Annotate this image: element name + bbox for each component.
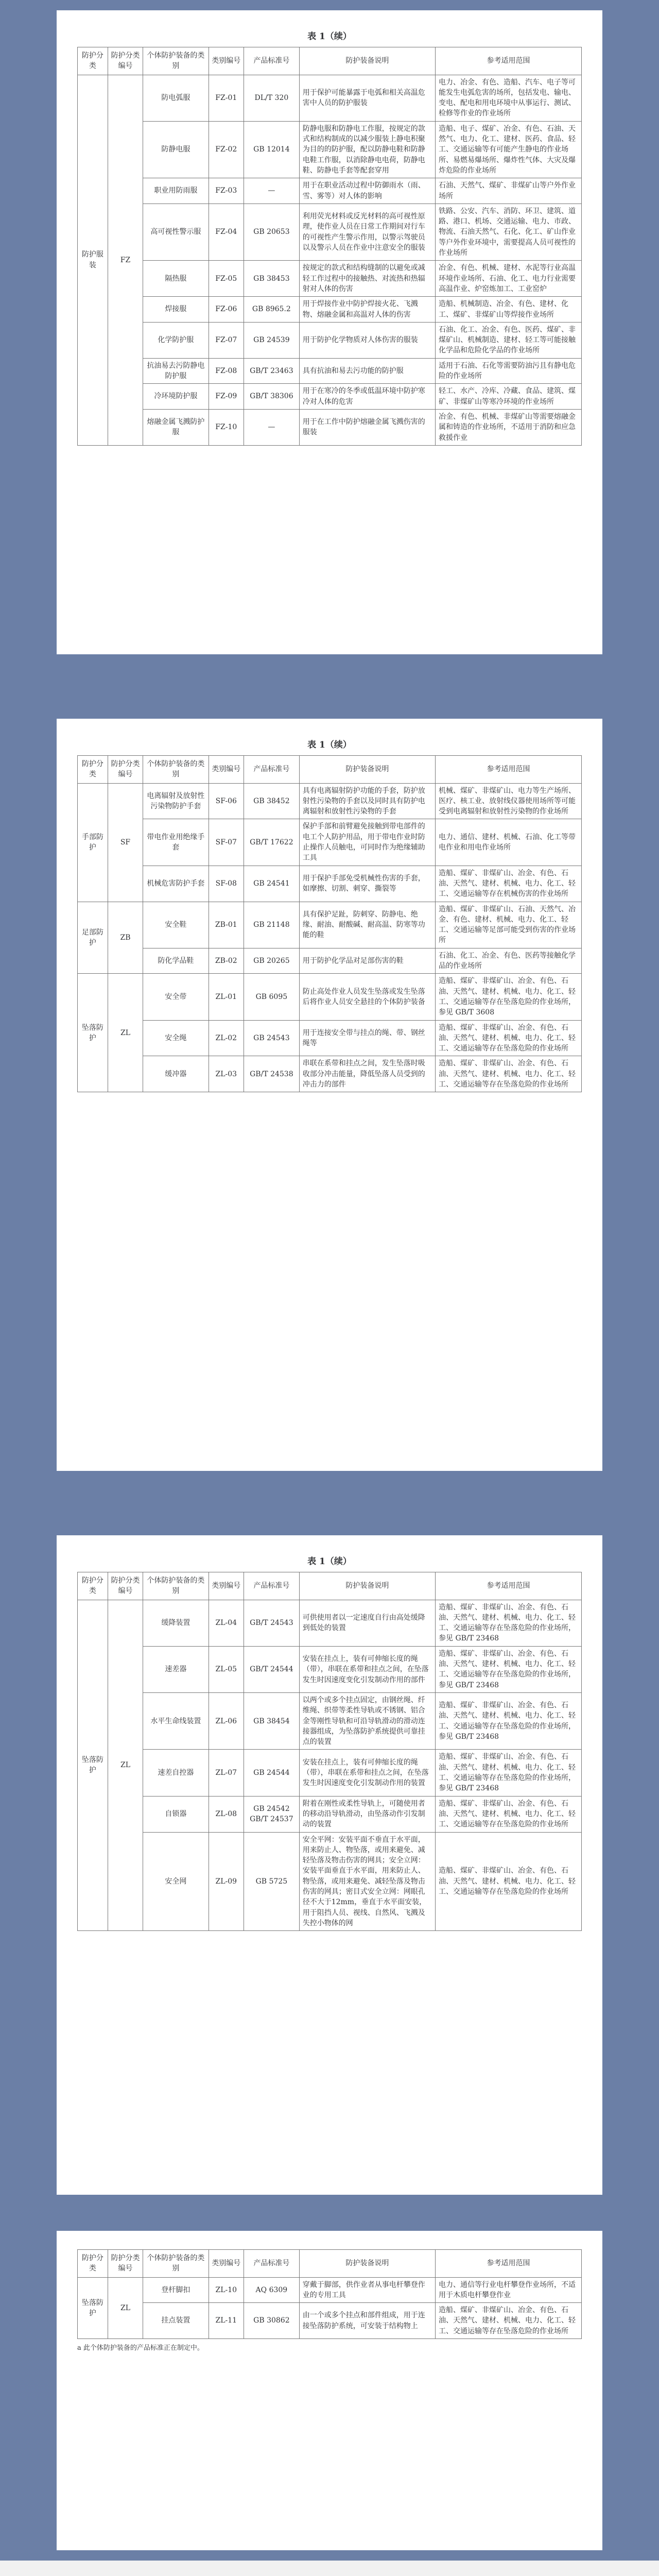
type-code-cell: FZ-08 — [209, 358, 244, 384]
table-row — [78, 178, 582, 204]
standard-cell: — — [244, 409, 300, 445]
description-cell: 安装在挂点上，装有可伸缩长度的绳（带），串联在系带和挂点之间，在坠落发生时因速度变化引发制动作用的部件 — [299, 1646, 435, 1692]
table-header-row — [78, 47, 582, 75]
description-cell: 安全平网：安装平面不垂直于水平面，用来防止人、物坠落，或用来避免、减轻坠落及物击伤害的网具；安全立网：安装平面垂直于水平面，用来防止人、物坠落，或用来避免、减轻坠落及物击伤害的网具；密目式安全立网：网眼孔径不大于12mm，垂直于水平面安装，用于阻挡人员、视线、自然风、飞溅及失控小物体的网 — [299, 1832, 435, 1931]
description-cell: 穿戴于脚部，供作业者从事电杆攀登作业的专用工具 — [299, 2277, 435, 2303]
type-code-cell: ZL-08 — [209, 1796, 244, 1832]
type-code-cell: ZL-03 — [209, 1056, 244, 1092]
column-header: 参考适用范围 — [436, 1572, 582, 1600]
equipment-type-cell: 带电作业用绝缘手套 — [143, 819, 209, 866]
table-row — [78, 384, 582, 410]
type-code-cell: SF-08 — [209, 866, 244, 902]
scope-cell: 造船、煤矿、非煤矿山、石油、天然气、冶金、有色、建材、机械、电力、化工、轻工、交通运输等足部可能受到伤害的作业场所 — [436, 902, 582, 948]
table-row — [78, 1750, 582, 1796]
table-row — [78, 1832, 582, 1931]
column-header: 防护装备说明 — [299, 2250, 435, 2278]
promo-banner — [0, 2561, 659, 2576]
scope-cell: 电力、通信等行业电杆攀登作业场所，不适用于木质电杆攀登作业 — [436, 2277, 582, 2303]
equipment-type-cell: 化学防护服 — [143, 322, 209, 358]
standard-cell: GB/T 24538 — [244, 1056, 300, 1092]
type-code-cell: ZL-02 — [209, 1020, 244, 1056]
table-row — [78, 948, 582, 974]
type-code-cell: ZL-07 — [209, 1750, 244, 1796]
category-code-cell: SF — [108, 783, 143, 902]
description-cell: 用于防护化学品对足部伤害的鞋 — [299, 948, 435, 974]
scope-cell: 造船、煤矿、非煤矿山、冶金、有色、石油、天然气、建材、机械、电力、化工、轻工、交通运输等存在坠落危险的作业场所 — [436, 2303, 582, 2339]
type-code-cell: FZ-02 — [209, 121, 244, 178]
table-row — [78, 1020, 582, 1056]
standard-cell: GB/T 24543 — [244, 1600, 300, 1646]
column-header: 防护分类编号 — [108, 1572, 143, 1600]
type-code-cell: FZ-07 — [209, 322, 244, 358]
description-cell: 用于保护手部免受机械性伤害的手套，如摩擦、切割、刺穿、撕裂等 — [299, 866, 435, 902]
category-cell: 坠落防护 — [78, 2277, 108, 2338]
equipment-type-cell: 安全带 — [143, 974, 209, 1020]
column-header: 参考适用范围 — [436, 756, 582, 784]
table-row — [78, 1056, 582, 1092]
category-cell: 坠落防护 — [78, 974, 108, 1092]
table-header-row — [78, 1572, 582, 1600]
description-cell: 用于防护化学物质对人体伤害的服装 — [299, 322, 435, 358]
equipment-type-cell: 缓降装置 — [143, 1600, 209, 1646]
table-row — [78, 1796, 582, 1832]
equipment-type-cell: 冷环境防护服 — [143, 384, 209, 410]
column-header: 个体防护装备的类别 — [143, 1572, 209, 1600]
table-row — [78, 783, 582, 819]
column-header: 防护分类 — [78, 1572, 108, 1600]
standard-cell: GB 38453 — [244, 261, 300, 297]
table-row — [78, 75, 582, 121]
standard-cell: GB/T 38306 — [244, 384, 300, 410]
description-cell: 安装在挂点上，装有可伸缩长度的绳（带），串联在系带和挂点之间，在坠落发生时因速度变化引发制动作用的装置 — [299, 1750, 435, 1796]
table-sheet-2 — [57, 719, 602, 1471]
description-cell: 按规定的款式和结构缝制的以避免或减轻工作过程中的接触热、对流热和热辐射对人体的伤害 — [299, 261, 435, 297]
equipment-type-cell: 登杆脚扣 — [143, 2277, 209, 2303]
description-cell: 由一个或多个挂点和部件组成，用于连接坠落防护系统，可安装于结构物上 — [299, 2303, 435, 2339]
type-code-cell: FZ-06 — [209, 297, 244, 323]
table-header-row — [78, 2250, 582, 2278]
scope-cell: 造船、电子、煤矿、冶金、有色、石油、天然气、电力、化工、建材、医药、食品、轻工、交通运输等有可能产生静电的作业场所、易燃易爆场所、爆炸性气体、大灾及爆炸危险的作业场所 — [436, 121, 582, 178]
column-header: 防护装备说明 — [299, 756, 435, 784]
type-code-cell: ZB-01 — [209, 902, 244, 948]
standard-cell: AQ 6309 — [244, 2277, 300, 2303]
column-header: 防护分类 — [78, 2250, 108, 2278]
description-cell: 保护手部和前臂避免接触到带电部件的电工个人防护用品，用于带电作业时防止操作人员触电，可同时作为绝缘辅助工具 — [299, 819, 435, 866]
equipment-type-cell: 安全鞋 — [143, 902, 209, 948]
description-cell: 附着在刚性或柔性导轨上，可随使用者的移动沿导轨滑动，由坠落动作引发制动的装置 — [299, 1796, 435, 1832]
equipment-type-cell: 安全网 — [143, 1832, 209, 1931]
table-title: 表 1（续） — [307, 31, 352, 42]
table-row — [78, 409, 582, 445]
column-header: 防护分类 — [78, 756, 108, 784]
type-code-cell: ZL-09 — [209, 1832, 244, 1931]
category-cell: 防护服装 — [78, 75, 108, 445]
scope-cell: 石油、化工、冶金、有色、医药等接触化学品的作业场所 — [436, 948, 582, 974]
category-cell: 手部防护 — [78, 783, 108, 902]
category-code-cell: ZL — [108, 1600, 143, 1931]
column-header: 防护装备说明 — [299, 1572, 435, 1600]
scope-cell: 机械、煤矿、非煤矿山、电力等生产场所、医疗、核工业、放射线仪器使用场所等可能受到电离辐射和放射性污染物的作业场所 — [436, 783, 582, 819]
standard-cell: GB/T 17622 — [244, 819, 300, 866]
equipment-type-cell: 防电弧服 — [143, 75, 209, 121]
standard-cell: GB 8965.2 — [244, 297, 300, 323]
description-cell: 以两个或多个挂点固定，由钢丝绳、纤维绳、织带等柔性导轨或不锈钢、铝合金等刚性导轨和可沿导轨滑动的滑动连接器组成，为坠落防护系统提供可靠挂点的装置 — [299, 1692, 435, 1749]
column-header: 参考适用范围 — [436, 47, 582, 75]
description-cell: 防止高处作业人员发生坠落或发生坠落后将作业人员安全悬挂的个体防护装备 — [299, 974, 435, 1020]
scope-cell: 冶金、有色、机械、非煤矿山等需要熔融金属和铸造的作业场所，不适用于消防和应急救援作业 — [436, 409, 582, 445]
column-header: 个体防护装备的类别 — [143, 47, 209, 75]
scope-cell: 铁路、公安、汽车、消防、环卫、建筑、道路、港口、机场、交通运输、电力、市政、物流、石油天然气、石化、化工、矿山作业等户外作业环境中，需要提高人员可视性的作业场所 — [436, 204, 582, 260]
standard-cell: GB 24544 — [244, 1750, 300, 1796]
equipment-type-cell: 熔融金属飞溅防护服 — [143, 409, 209, 445]
type-code-cell: FZ-05 — [209, 261, 244, 297]
column-header: 产品标准号 — [244, 756, 300, 784]
standard-cell: GB 24542 GB/T 24537 — [244, 1796, 300, 1832]
table-title: 表 1（续） — [307, 1556, 352, 1567]
scope-cell: 造船、煤矿、非煤矿山、冶金、有色、石油、天然气、建材、机械、电力、化工、轻工、交通运输等存在坠落危险的作业场所 — [436, 1832, 582, 1931]
standard-cell: GB 38452 — [244, 783, 300, 819]
description-cell: 具有抗油和易去污功能的防护服 — [299, 358, 435, 384]
type-code-cell: FZ-09 — [209, 384, 244, 410]
scope-cell: 适用于石油、石化等需要防油污且有静电危险的作业场所 — [436, 358, 582, 384]
description-cell: 利用荧光材料或反光材料的高可视性原理，使作业人员在日常工作期间对行车的可视性产生警示作用，以警示驾驶员以及警示人员在作业中注意安全的服装 — [299, 204, 435, 260]
ppe-table — [77, 755, 582, 1092]
type-code-cell: ZL-11 — [209, 2303, 244, 2339]
column-header: 类别编号 — [209, 47, 244, 75]
scope-cell: 造船、机械制造、冶金、有色、建材、化工、煤矿、非煤矿山等焊接作业场所 — [436, 297, 582, 323]
scope-cell: 造船、煤矿、非煤矿山、冶金、有色、石油、天然气、建材、机械、电力、化工、轻工、交通运输等存在坠落危险的作业场所，参见 GB/T 23468 — [436, 1692, 582, 1749]
equipment-type-cell: 隔热服 — [143, 261, 209, 297]
scope-cell: 电力、冶金、有色、造船、汽车、电子等可能发生电弧危害的场所，包括发电、输电、变电、配电和用电环境中从事运行、测试、检修等作业的作业场所 — [436, 75, 582, 121]
table-row — [78, 974, 582, 1020]
description-cell: 防静电服和防静电工作服，按规定的款式和结构制成的以减少服装上静电积聚为目的的防护服，配以防静电鞋和防静电鞋工作服，以消除静电电荷，防静电鞋、防静电手套等配套穿用 — [299, 121, 435, 178]
table-row — [78, 2303, 582, 2339]
standard-cell: GB 20653 — [244, 204, 300, 260]
column-header: 产品标准号 — [244, 1572, 300, 1600]
scope-cell: 造船、煤矿、非煤矿山、冶金、有色、石油、天然气、建材、机械、电力、化工、轻工、交通运输等存在坠落危险的作业场所，参见 GB/T 23468 — [436, 1750, 582, 1796]
equipment-type-cell: 电离辐射及放射性污染物防护手套 — [143, 783, 209, 819]
type-code-cell: FZ-01 — [209, 75, 244, 121]
type-code-cell: ZL-10 — [209, 2277, 244, 2303]
description-cell: 具有保护足趾，防刺穿、防静电、绝缘、耐油、耐酸碱、耐高温、防寒等功能的鞋 — [299, 902, 435, 948]
scope-cell: 造船、煤矿、非煤矿山、冶金、有色、石油、天然气、建材、机械、电力、化工、轻工、交通运输等存在坠落危险的作业场所 — [436, 1056, 582, 1092]
scope-cell: 石油、天然气、煤矿、非煤矿山等户外作业场所 — [436, 178, 582, 204]
category-code-cell: ZB — [108, 902, 143, 974]
scope-cell: 造船、煤矿、非煤矿山、冶金、有色、石油、天然气、建材、机械、电力、化工、轻工、交通运输等存在坠落危险的作业场所，参见 GB/T 23468 — [436, 1646, 582, 1692]
equipment-type-cell: 防化学品鞋 — [143, 948, 209, 974]
type-code-cell: FZ-03 — [209, 178, 244, 204]
type-code-cell: ZL-05 — [209, 1646, 244, 1692]
table-row — [78, 297, 582, 323]
column-header: 参考适用范围 — [436, 2250, 582, 2278]
equipment-type-cell: 高可视性警示服 — [143, 204, 209, 260]
column-header: 个体防护装备的类别 — [143, 756, 209, 784]
table-row — [78, 204, 582, 260]
table-sheet-1 — [57, 10, 602, 654]
table-header-row — [78, 756, 582, 784]
type-code-cell: SF-07 — [209, 819, 244, 866]
equipment-type-cell: 速差自控器 — [143, 1750, 209, 1796]
standard-cell: GB 30862 — [244, 2303, 300, 2339]
column-header: 防护分类编号 — [108, 2250, 143, 2278]
standard-cell: GB/T 23463 — [244, 358, 300, 384]
table-row — [78, 121, 582, 178]
scope-cell: 造船、煤矿、非煤矿山、冶金、有色、石油、天然气、建材、机械、电力、化工、轻工、交通运输等存在坠落危险的作业场所 — [436, 1020, 582, 1056]
type-code-cell: FZ-10 — [209, 409, 244, 445]
standard-cell: — — [244, 178, 300, 204]
scope-cell: 石油、化工、冶金、有色、医药、煤矿、非煤矿山、机械制造、建材、轻工等可能接触化学品和危险化学品的作业场所 — [436, 322, 582, 358]
standard-cell: GB 6095 — [244, 974, 300, 1020]
scope-cell: 造船、煤矿、非煤矿山、冶金、有色、石油、天然气、建材、机械、电力、化工、轻工、交通运输等存在坠落危险的作业场所，参见 GB/T 23468 — [436, 1600, 582, 1646]
column-header: 防护分类编号 — [108, 756, 143, 784]
scope-cell: 造船、煤矿、非煤矿山、冶金、有色、石油、天然气、建材、机械、电力、化工、轻工、交通运输等存在坠落危险的作业场所，参见 GB/T 3608 — [436, 974, 582, 1020]
table-row — [78, 261, 582, 297]
table-row — [78, 902, 582, 948]
description-cell: 用于在职业活动过程中防御雨水（雨、雪、雾等）对人体的影响 — [299, 178, 435, 204]
column-header: 类别编号 — [209, 756, 244, 784]
standard-cell: GB 38454 — [244, 1692, 300, 1749]
column-header: 防护分类编号 — [108, 47, 143, 75]
category-code-cell: ZL — [108, 974, 143, 1092]
table-row — [78, 2277, 582, 2303]
table-note: a 此个体防护装备的产品标准正在制定中。 — [77, 2344, 204, 2352]
standard-cell: GB 24541 — [244, 866, 300, 902]
description-cell: 具有电离辐射防护功能的手套，防护放射性污染物的手套以及同时具有防护电离辐射和放射性污染物的手套 — [299, 783, 435, 819]
equipment-type-cell: 水平生命线装置 — [143, 1692, 209, 1749]
ppe-table — [77, 1572, 582, 1931]
table-title: 表 1（续） — [307, 740, 352, 750]
type-code-cell: ZL-04 — [209, 1600, 244, 1646]
description-cell: 可供使用者以一定速度自行由高处缓降到低处的装置 — [299, 1600, 435, 1646]
category-code-cell: ZL — [108, 2277, 143, 2338]
column-header: 防护装备说明 — [299, 47, 435, 75]
equipment-type-cell: 自锁器 — [143, 1796, 209, 1832]
standard-cell: DL/T 320 — [244, 75, 300, 121]
table-row — [78, 819, 582, 866]
column-header: 产品标准号 — [244, 2250, 300, 2278]
description-cell: 用于连接安全带与挂点的绳、带、钢丝绳等 — [299, 1020, 435, 1056]
equipment-type-cell: 缓冲器 — [143, 1056, 209, 1092]
column-header: 防护分类 — [78, 47, 108, 75]
category-code-cell: FZ — [108, 75, 143, 445]
description-cell: 用于在寒冷的冬季或低温环境中防护寒冷对人体的危害 — [299, 384, 435, 410]
table-row — [78, 358, 582, 384]
column-header: 类别编号 — [209, 2250, 244, 2278]
equipment-type-cell: 职业用防雨服 — [143, 178, 209, 204]
ppe-table — [77, 2249, 582, 2339]
type-code-cell: SF-06 — [209, 783, 244, 819]
column-header: 类别编号 — [209, 1572, 244, 1600]
type-code-cell: FZ-04 — [209, 204, 244, 260]
table-sheet-4 — [57, 2231, 602, 2550]
standard-cell: GB 20265 — [244, 948, 300, 974]
scope-cell: 造船、煤矿、非煤矿山、冶金、有色、石油、天然气、建材、机械、电力、化工、轻工、交通运输等存在坠落危险的作业场所 — [436, 1796, 582, 1832]
column-header: 个体防护装备的类别 — [143, 2250, 209, 2278]
column-header: 产品标准号 — [244, 47, 300, 75]
equipment-type-cell: 抗油易去污防静电防护服 — [143, 358, 209, 384]
scope-cell: 电力、通信、建材、机械、石油、化工等带电作业和用电作业场所 — [436, 819, 582, 866]
equipment-type-cell: 机械危害防护手套 — [143, 866, 209, 902]
equipment-type-cell: 焊接服 — [143, 297, 209, 323]
table-row — [78, 866, 582, 902]
standard-cell: GB 24539 — [244, 322, 300, 358]
scope-cell: 造船、煤矿、非煤矿山、冶金、有色、石油、天然气、建材、机械、电力、化工、轻工、交通运输等存在机械伤害的作业场所 — [436, 866, 582, 902]
standard-cell: GB 12014 — [244, 121, 300, 178]
equipment-type-cell: 防静电服 — [143, 121, 209, 178]
scope-cell: 冶金、有色、机械、建材、水泥等行业高温环境作业场所、石油、化工、电力行业需要高温作业、炉窑炼加工、工业窑炉 — [436, 261, 582, 297]
category-cell: 坠落防护 — [78, 1600, 108, 1931]
description-cell: 串联在系带和挂点之间，发生坠落时吸收部分冲击能量，降低坠落人员受到的冲击力的部件 — [299, 1056, 435, 1092]
table-row — [78, 322, 582, 358]
description-cell: 用于保护可能暴露于电弧和相关高温危害中人员的防护服装 — [299, 75, 435, 121]
description-cell: 用于在工作中防护熔融金属飞溅伤害的服装 — [299, 409, 435, 445]
standard-cell: GB 24543 — [244, 1020, 300, 1056]
standard-cell: GB 5725 — [244, 1832, 300, 1931]
category-cell: 足部防护 — [78, 902, 108, 974]
type-code-cell: ZL-01 — [209, 974, 244, 1020]
table-row — [78, 1692, 582, 1749]
table-sheet-3 — [57, 1535, 602, 2195]
scope-cell: 轻工、水产、冷库、冷藏、食品、建筑、煤矿、非煤矿山等寒冷环境的作业场所 — [436, 384, 582, 410]
type-code-cell: ZL-06 — [209, 1692, 244, 1749]
ppe-table — [77, 47, 582, 446]
equipment-type-cell: 安全绳 — [143, 1020, 209, 1056]
type-code-cell: ZB-02 — [209, 948, 244, 974]
equipment-type-cell: 速差器 — [143, 1646, 209, 1692]
table-row — [78, 1646, 582, 1692]
equipment-type-cell: 挂点装置 — [143, 2303, 209, 2339]
standard-cell: GB 21148 — [244, 902, 300, 948]
description-cell: 用于焊接作业中防护焊接火花、飞溅物、熔融金属和高温对人体的伤害 — [299, 297, 435, 323]
standard-cell: GB/T 24544 — [244, 1646, 300, 1692]
table-row — [78, 1600, 582, 1646]
